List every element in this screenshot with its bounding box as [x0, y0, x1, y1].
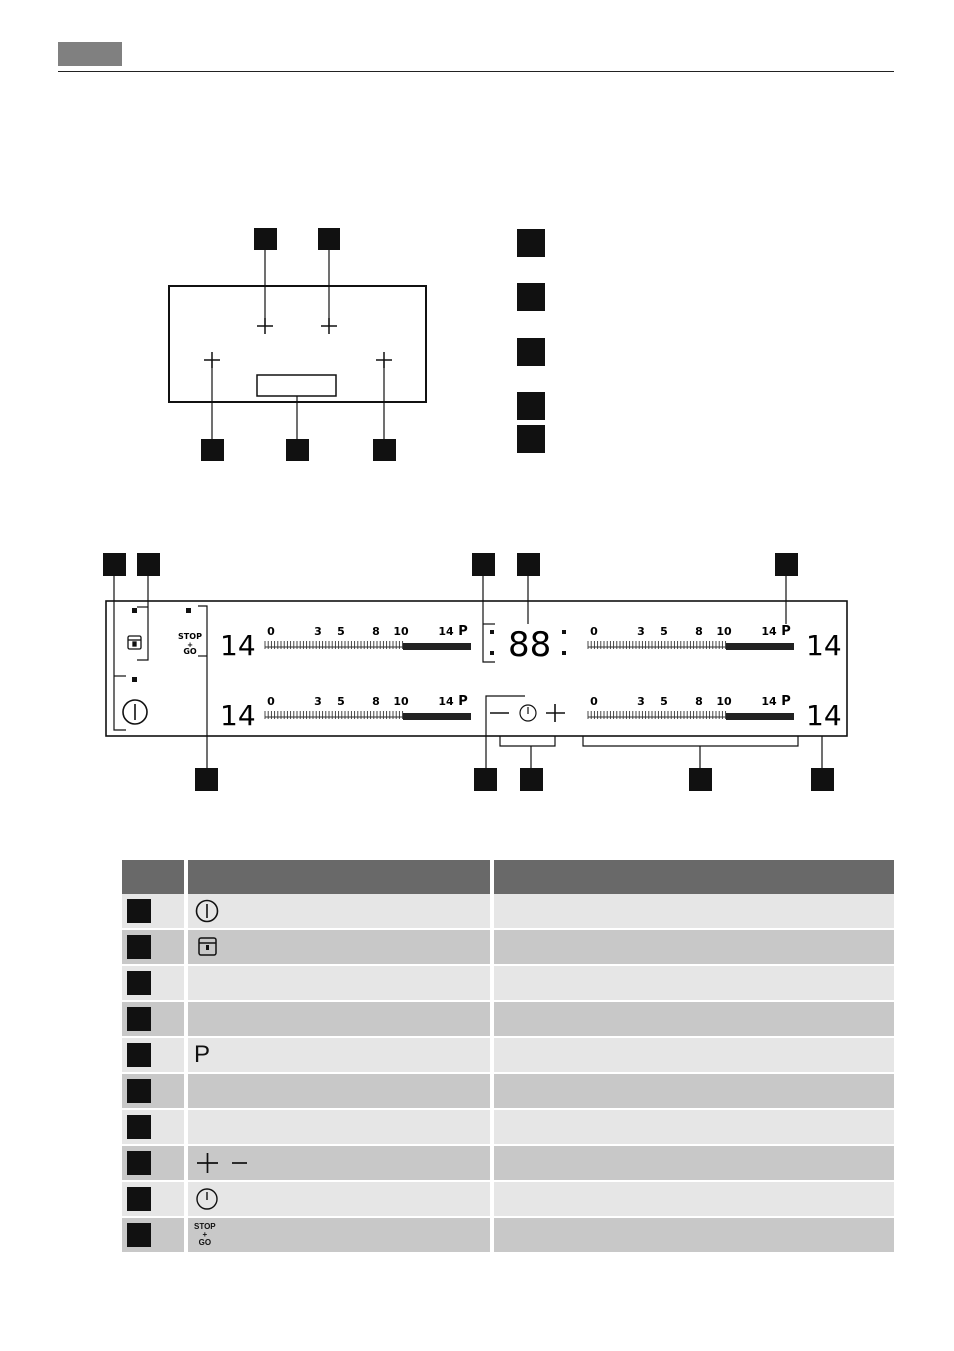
scale-label: 5	[660, 625, 668, 638]
stop-go-icon: STOP + GO	[194, 1222, 216, 1247]
table-row	[122, 1002, 894, 1036]
timer-controls	[490, 704, 565, 722]
timer-display: 88	[508, 625, 552, 665]
stop-label: STOP	[178, 632, 202, 641]
display-bottom-left: 14	[220, 699, 256, 732]
scale-label: 0	[590, 695, 598, 708]
lock-icon	[194, 934, 220, 960]
callout-markers	[201, 228, 396, 461]
zone-markers	[204, 318, 392, 368]
control-bar-fill	[403, 643, 471, 650]
scale-label: 10	[393, 695, 409, 708]
scale-label: P	[458, 694, 468, 709]
control-bar-fill	[403, 713, 471, 720]
callout-control-bar	[689, 768, 712, 791]
control-bar-front-left[interactable]	[265, 694, 471, 720]
table-row	[122, 1074, 894, 1108]
plus-minus-icons	[194, 1150, 254, 1176]
table-row	[122, 1146, 894, 1180]
scale-label: 3	[314, 625, 322, 638]
scale-label: 14	[438, 625, 454, 638]
hob-outline	[169, 286, 426, 402]
row-marker	[127, 1079, 151, 1103]
callout-timer-display	[517, 553, 540, 576]
row-marker	[127, 1187, 151, 1211]
callout-heat-setting-display	[811, 768, 834, 791]
row-marker	[127, 1115, 151, 1139]
scale-label: 3	[637, 695, 645, 708]
table-header	[122, 860, 894, 894]
scale-label: P	[781, 624, 791, 639]
table-row	[122, 894, 894, 928]
table-row	[122, 1218, 894, 1252]
callout-stop-go	[195, 768, 218, 791]
scale-label: 0	[590, 625, 598, 638]
callout-power-boost	[775, 553, 798, 576]
callout-timer-sensor	[474, 768, 497, 791]
scale-label: 5	[337, 695, 345, 708]
table-row	[122, 966, 894, 1000]
row-marker	[127, 1151, 151, 1175]
control-bar-fill	[726, 643, 794, 650]
timer-icon	[520, 705, 536, 721]
control-bar-fill	[726, 713, 794, 720]
scale-label: 8	[372, 625, 380, 638]
control-panel-diagram	[0, 540, 954, 800]
scale-label: 8	[695, 695, 703, 708]
row-marker	[127, 1043, 151, 1067]
scale-label: 3	[637, 625, 645, 638]
plus-label: +	[187, 641, 193, 649]
table-row	[122, 1038, 894, 1072]
scale-label: 10	[716, 695, 732, 708]
scale-label: P	[458, 624, 468, 639]
hob-layout-diagram	[0, 0, 954, 520]
table-row	[122, 930, 894, 964]
control-panel-outline	[257, 375, 336, 396]
row-marker	[127, 899, 151, 923]
legend-marker-4	[517, 392, 545, 420]
legend-marker-2	[517, 283, 545, 311]
power-boost-letter: P	[194, 1041, 211, 1068]
scale-label: 14	[761, 695, 777, 708]
control-bar-front-right[interactable]	[588, 694, 794, 720]
display-bottom-right: 14	[806, 699, 842, 732]
table-row	[122, 1182, 894, 1216]
scale-label: 3	[314, 695, 322, 708]
table-row	[122, 1110, 894, 1144]
row-marker	[127, 971, 151, 995]
plus-icon	[546, 704, 565, 722]
timer-icon	[194, 1186, 220, 1212]
callout-control-panel	[286, 439, 309, 461]
control-bar-rear-left[interactable]	[265, 624, 471, 650]
callout-lock	[137, 553, 160, 576]
display-top-left: 14	[220, 629, 256, 662]
scale-label: 10	[393, 625, 409, 638]
scale-label: 8	[372, 695, 380, 708]
go-label: GO	[183, 647, 197, 656]
on-off-icon	[194, 898, 220, 924]
legend-marker-3	[517, 338, 545, 366]
callout-on-off	[103, 553, 126, 576]
callout-zone-front-right	[373, 439, 396, 461]
stop-go-icon	[178, 632, 202, 656]
control-bar-rear-right[interactable]	[588, 624, 794, 650]
scale-label: 0	[267, 695, 275, 708]
on-off-icon	[123, 700, 147, 724]
scale-label: 5	[337, 625, 345, 638]
lock-icon	[128, 636, 141, 649]
scale-label: 8	[695, 625, 703, 638]
scale-label: 5	[660, 695, 668, 708]
scale-label: 10	[716, 625, 732, 638]
scale-label: 0	[267, 625, 275, 638]
scale-label: 14	[761, 625, 777, 638]
row-marker	[127, 1223, 151, 1247]
scale-label: P	[781, 694, 791, 709]
scale-label: 14	[438, 695, 454, 708]
callout-zone-rear-right	[318, 228, 340, 250]
callout-zone-rear-left	[254, 228, 277, 250]
callout-plus-minus	[520, 768, 543, 791]
callout-timer-indicators	[472, 553, 495, 576]
display-top-right: 14	[806, 629, 842, 662]
legend-marker-5	[517, 425, 545, 453]
row-marker	[127, 1007, 151, 1031]
row-marker	[127, 935, 151, 959]
callout-zone-front-left	[201, 439, 224, 461]
legend-marker-1	[517, 229, 545, 257]
